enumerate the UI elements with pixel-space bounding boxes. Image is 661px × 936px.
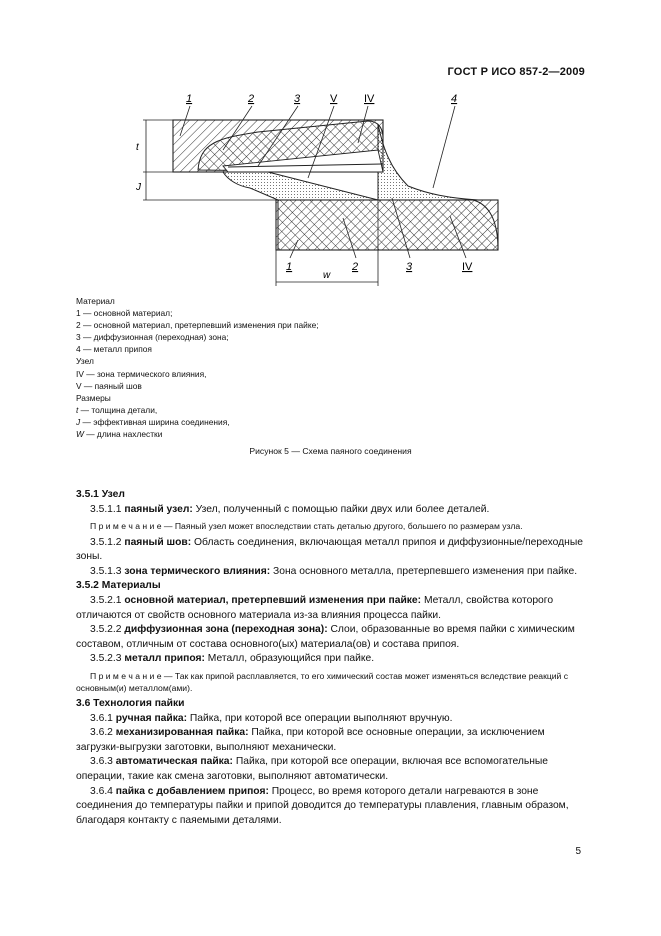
definition: 3.6.4 пайка с добавлением припоя: Процесс, во время которого детали нагреваются в зоне соединения до температуры пайки и припой доводится до температуры плавления, главным образом, благодаря контакту с паяемыми деталями. [76, 785, 569, 826]
definition: 3.5.1.1 паяный узел: Узел, полученный с помощью пайки двух или более деталей. [90, 503, 490, 515]
top-label-4: 4 [451, 93, 458, 105]
definition: 3.5.2.1 основной материал, претерпевший изменения при пайке: Металл, свойства которого отличаются от свойств основного материала из-за влияния процесса пайки. [76, 595, 554, 621]
bottom-label-2: 2 [352, 261, 359, 273]
legend-joint-heading: Узел [76, 356, 94, 367]
dim-w-label: w [323, 270, 331, 281]
top-label-3: 3 [294, 93, 301, 105]
top-label-iv: IV [364, 93, 375, 105]
legend-item: 4 — металл припоя [76, 344, 152, 355]
definition: 3.5.1.3 зона термического влияния: Зона основного металла, претерпевшего изменения при пайке. [90, 565, 578, 577]
definition: 3.6.2 механизированная пайка: Пайка, при которой все основные операции, за исключением загрузки-выгрузки заготовки, выполняют механически. [76, 727, 545, 753]
legend-item: 3 — диффузионная (переходная) зона; [76, 332, 229, 343]
figure-legend [76, 295, 319, 440]
joint-diagram [128, 88, 508, 303]
bottom-label-3: 3 [406, 261, 413, 273]
section-title: 3.6 Технология пайки [76, 698, 185, 710]
brazed-joint-figure [128, 88, 508, 303]
legend-item: 2 — основной материал, претерпевший изменения при пайке; [76, 320, 319, 331]
definition: 3.5.1.2 паяный шов: Область соединения, включающая металл припоя и диффузионные/переходные зоны. [76, 536, 583, 563]
legend-item: IV — зона термического влияния, [76, 368, 207, 379]
lower-heat-zone [278, 200, 498, 250]
legend-size-heading: Размеры [76, 392, 111, 403]
section-title: 3.5.1 Узел [76, 489, 125, 500]
leader-4 [433, 106, 455, 188]
definition: 3.6.1 ручная пайка: Пайка, при которой все операции выполняют вручную. [90, 712, 453, 724]
note: П р и м е ч а н и е — Так как припой расплавляется, то его химический состав может изменяться вследствие реакций с основным(и) металлом(ами). [76, 671, 569, 693]
page-number: 5 [575, 846, 581, 857]
note: П р и м е ч а н и е — Паяный узел может впоследствии стать деталью другого, большего по размерам узла. [90, 521, 523, 532]
figure-caption: Рисунок 5 — Схема паяного соединения [249, 446, 412, 456]
body-text [76, 488, 586, 828]
legend-item: V — паяный шов [76, 380, 142, 391]
document-header: ГОСТ Р ИСО 857-2—2009 [447, 66, 585, 78]
legend-item: J — эффективная ширина соединения, [76, 416, 230, 427]
legend-item: t — толщина детали, [76, 404, 158, 415]
top-label-v: V [330, 93, 338, 105]
bottom-label-iv: IV [462, 261, 473, 273]
definition: 3.5.2.2 диффузионная зона (переходная зона): Слои, образованные во время пайки с химическим составом, отличным от состава основного(ых) материала(ов) и состава припоя. [76, 624, 575, 650]
definition: 3.5.2.3 металл припоя: Металл, образующийся при пайке. [90, 653, 375, 665]
top-label-2: 2 [248, 93, 255, 105]
dim-t-label: t [136, 142, 139, 153]
top-label-1: 1 [186, 93, 193, 105]
dim-j-label: J [136, 182, 141, 193]
bottom-label-1: 1 [286, 261, 293, 273]
definition: 3.6.3 автоматическая пайка: Пайка, при которой все операции, включая все вспомогательные операции, такие как смена заготовки, выполняют автоматически. [76, 756, 549, 782]
legend-material-heading: Материал [76, 296, 115, 306]
section-title: 3.5.2 Материалы [76, 580, 161, 592]
legend-item: 1 — основной материал; [76, 308, 173, 319]
legend-item: W — длина нахлестки [76, 429, 163, 440]
